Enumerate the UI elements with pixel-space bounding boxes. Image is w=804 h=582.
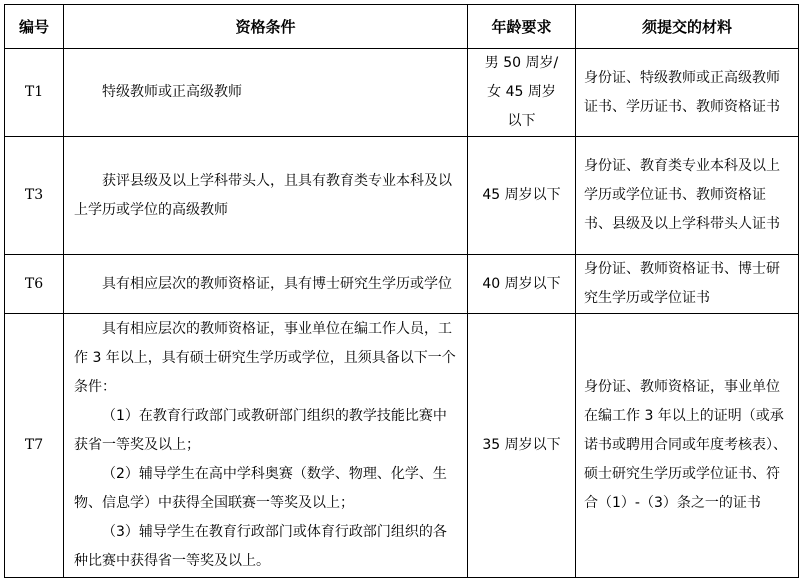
- row-age: [468, 255, 576, 314]
- header-row: [5, 5, 799, 49]
- row-materials: 身份证、特级教师或正高级教师证书、学历证书、教师资格证书: [576, 49, 799, 137]
- qualification-table: [4, 4, 799, 578]
- table-row-t7: [5, 314, 799, 578]
- row-age: [468, 137, 576, 255]
- row-age: [468, 314, 576, 578]
- header-materials: 须提交的材料: [576, 5, 799, 49]
- condition-text: 具有相应层次的教师资格证，事业单位在编工作人员，工作 3 年以上，具有硕士研究生学历或学位，且须具备以下一个条件：: [74, 321, 456, 395]
- condition-text: 具有相应层次的教师资格证，具有博士研究生学历或学位: [102, 275, 452, 292]
- age-line: 男 50 周岁/: [484, 55, 559, 71]
- age-line: 35 周岁以下: [482, 437, 561, 453]
- table-row-t1: [5, 49, 799, 137]
- row-conditions: [64, 255, 468, 314]
- table-row-t6: [5, 255, 799, 314]
- row-code: T3: [5, 137, 64, 255]
- condition-item-3: （3）辅导学生在教育行政部门或体育行政部门组织的各种比赛中获得省一等奖及以上。: [74, 524, 447, 569]
- condition-text: 获评县级及以上学科带头人，且具有教育类专业本科及以上学历或学位的高级教师: [74, 172, 452, 218]
- age-line: 以下: [507, 113, 536, 129]
- row-code: T7: [5, 314, 64, 578]
- row-conditions: [64, 137, 468, 255]
- header-code: 编号: [5, 5, 64, 49]
- condition-item-1: （1）在教育行政部门或教研部门组织的教学技能比赛中获省一等奖及以上；: [74, 408, 447, 453]
- condition-item-2: （2）辅导学生在高中学科奥赛（数学、物理、化学、生物、信息学）中获得全国联赛一等奖及以上；: [74, 466, 447, 511]
- row-materials: 身份证、教师资格证，事业单位在编工作 3 年以上的证明（或承诺书或聘用合同或年度考核表）、硕士研究生学历或学位证书、符合（1）-（3）条之一的证书: [576, 314, 799, 578]
- age-line: 女 45 周岁: [487, 84, 556, 100]
- header-conditions: 资格条件: [64, 5, 468, 49]
- row-code: T1: [5, 49, 64, 137]
- row-conditions: [64, 314, 468, 578]
- row-materials: 身份证、教师资格证书、博士研究生学历或学位证书: [576, 255, 799, 314]
- condition-text: 特级教师或正高级教师: [102, 84, 242, 100]
- age-line: 40 周岁以下: [482, 275, 561, 292]
- table-row-t3: [5, 137, 799, 255]
- row-conditions: [64, 49, 468, 137]
- row-materials: 身份证、教育类专业本科及以上学历或学位证书、教师资格证书、县级及以上学科带头人证书: [576, 137, 799, 255]
- row-age: [468, 49, 576, 137]
- header-age: 年龄要求: [468, 5, 576, 49]
- row-code: T6: [5, 255, 64, 314]
- age-line: 45 周岁以下: [482, 187, 561, 203]
